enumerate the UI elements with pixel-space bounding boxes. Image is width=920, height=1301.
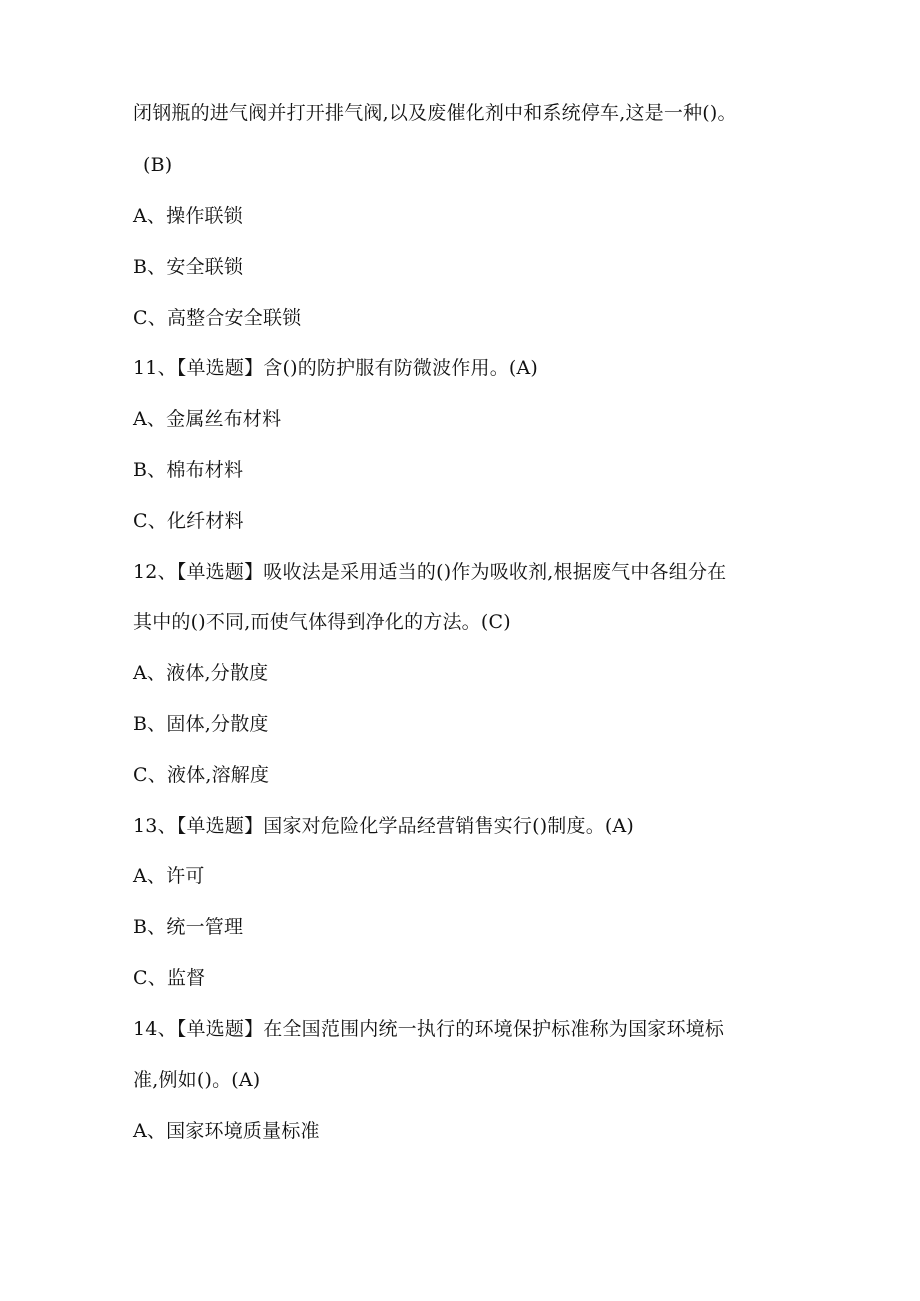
question-11-text: 11、【单选题】含()的防护服有防微波作用。(A) [133,357,539,379]
question-14-text-continued: 准,例如()。(A) [133,1069,261,1091]
question-12-text: 12、【单选题】吸收法是采用适当的()作为吸收剂,根据废气中各组分在 [133,561,727,583]
question-11-option-b: B、棉布材料 [133,459,244,481]
question-11-option-c: C、化纤材料 [133,510,244,532]
question-10-text: 闭钢瓶的进气阀并打开排气阀,以及废催化剂中和系统停车,这是一种()。 [133,102,737,124]
question-11-option-a: A、金属丝布材料 [133,408,282,430]
question-12-text-continued: 其中的()不同,而使气体得到净化的方法。(C) [133,611,511,633]
question-12-option-b: B、固体,分散度 [133,713,269,735]
question-10-option-b: B、安全联锁 [133,256,244,278]
question-12-option-a: A、液体,分散度 [133,662,269,684]
question-10-option-a: A、操作联锁 [133,205,243,227]
question-14-text: 14、【单选题】在全国范围内统一执行的环境保护标准称为国家环境标 [133,1018,725,1040]
question-10-answer: (B) [143,154,173,176]
question-14-option-a: A、国家环境质量标准 [133,1120,320,1142]
question-13-option-c: C、监督 [133,967,206,989]
question-13-option-b: B、统一管理 [133,916,244,938]
question-13-text: 13、【单选题】国家对危险化学品经营销售实行()制度。(A) [133,815,635,837]
question-10-option-c: C、高整合安全联锁 [133,307,302,329]
question-13-option-a: A、许可 [133,865,205,887]
question-12-option-c: C、液体,溶解度 [133,764,270,786]
